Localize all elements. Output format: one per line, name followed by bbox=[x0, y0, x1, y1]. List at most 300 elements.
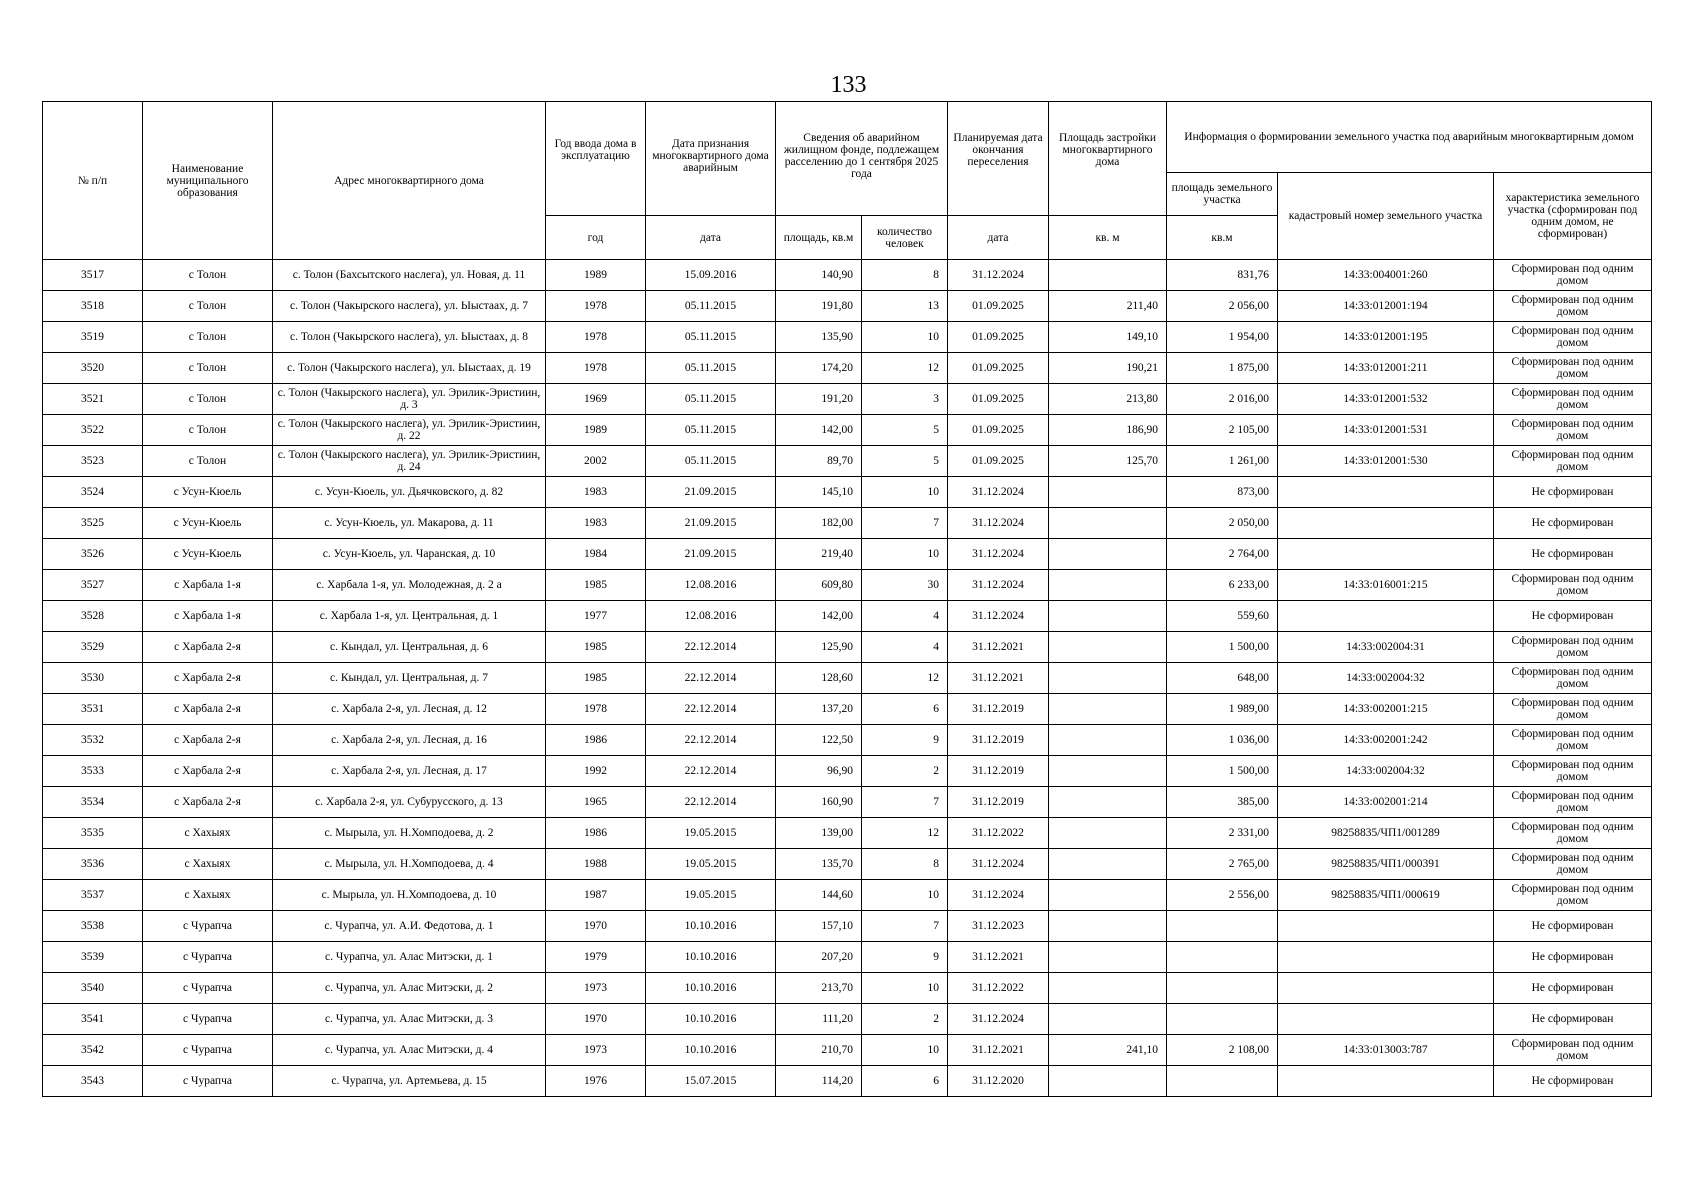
cell-land-char: Сформирован под одним домом bbox=[1494, 415, 1652, 446]
cell-land-area: 1 500,00 bbox=[1167, 756, 1278, 787]
unit-area: площадь, кв.м bbox=[776, 216, 862, 260]
cell-planned-date: 31.12.2023 bbox=[948, 911, 1049, 942]
cell-area: 89,70 bbox=[776, 446, 862, 477]
cell-cadastral bbox=[1278, 1004, 1494, 1035]
header-address: Адрес многоквартирного дома bbox=[273, 102, 546, 260]
emergency-housing-table bbox=[42, 101, 1652, 1097]
cell-land-char: Не сформирован bbox=[1494, 942, 1652, 973]
cell-num: 3543 bbox=[43, 1066, 143, 1097]
cell-planned-date: 01.09.2025 bbox=[948, 384, 1049, 415]
cell-num: 3537 bbox=[43, 880, 143, 911]
cell-people: 9 bbox=[862, 725, 948, 756]
cell-planned-date: 01.09.2025 bbox=[948, 291, 1049, 322]
cell-cadastral: 14:33:002004:31 bbox=[1278, 632, 1494, 663]
cell-building-area: 125,70 bbox=[1049, 446, 1167, 477]
table-row bbox=[43, 942, 1652, 973]
cell-land-char: Сформирован под одним домом bbox=[1494, 663, 1652, 694]
cell-building-area: 186,90 bbox=[1049, 415, 1167, 446]
table-row bbox=[43, 725, 1652, 756]
header-num: № п/п bbox=[43, 102, 143, 260]
cell-cadastral bbox=[1278, 539, 1494, 570]
cell-date-recognized: 21.09.2015 bbox=[646, 508, 776, 539]
cell-building-area bbox=[1049, 508, 1167, 539]
unit-planned-date: дата bbox=[948, 216, 1049, 260]
cell-date-recognized: 10.10.2016 bbox=[646, 973, 776, 1004]
cell-address: с. Усун-Кюель, ул. Макарова, д. 11 bbox=[273, 508, 546, 539]
table-row bbox=[43, 973, 1652, 1004]
cell-num: 3523 bbox=[43, 446, 143, 477]
cell-year-built: 1978 bbox=[546, 322, 646, 353]
table-row bbox=[43, 880, 1652, 911]
cell-date-recognized: 15.09.2016 bbox=[646, 260, 776, 291]
cell-land-area bbox=[1167, 1004, 1278, 1035]
cell-area: 139,00 bbox=[776, 818, 862, 849]
cell-year-built: 1976 bbox=[546, 1066, 646, 1097]
cell-area: 96,90 bbox=[776, 756, 862, 787]
cell-area: 125,90 bbox=[776, 632, 862, 663]
cell-municipality: с Чурапча bbox=[143, 1004, 273, 1035]
table-row bbox=[43, 632, 1652, 663]
cell-year-built: 2002 bbox=[546, 446, 646, 477]
cell-planned-date: 31.12.2024 bbox=[948, 601, 1049, 632]
cell-address: с. Толон (Чакырского наслега), ул. Эрилик-Эристиин, д. 3 bbox=[273, 384, 546, 415]
page-number: 133 bbox=[830, 72, 867, 98]
cell-year-built: 1979 bbox=[546, 942, 646, 973]
table-row bbox=[43, 601, 1652, 632]
cell-people: 5 bbox=[862, 415, 948, 446]
table-row bbox=[43, 787, 1652, 818]
cell-land-char: Сформирован под одним домом bbox=[1494, 322, 1652, 353]
cell-num: 3541 bbox=[43, 1004, 143, 1035]
cell-year-built: 1986 bbox=[546, 818, 646, 849]
cell-building-area: 241,10 bbox=[1049, 1035, 1167, 1066]
cell-people: 2 bbox=[862, 756, 948, 787]
cell-building-area bbox=[1049, 663, 1167, 694]
cell-municipality: с Чурапча bbox=[143, 1066, 273, 1097]
cell-cadastral: 14:33:012001:532 bbox=[1278, 384, 1494, 415]
cell-year-built: 1973 bbox=[546, 973, 646, 1004]
table-row bbox=[43, 849, 1652, 880]
cell-num: 3526 bbox=[43, 539, 143, 570]
cell-address: с. Мырыла, ул. Н.Хомподоева, д. 4 bbox=[273, 849, 546, 880]
cell-land-char: Не сформирован bbox=[1494, 477, 1652, 508]
cell-municipality: с Толон bbox=[143, 353, 273, 384]
cell-land-char: Сформирован под одним домом bbox=[1494, 818, 1652, 849]
cell-num: 3528 bbox=[43, 601, 143, 632]
cell-num: 3524 bbox=[43, 477, 143, 508]
cell-area: 137,20 bbox=[776, 694, 862, 725]
cell-address: с. Кындал, ул. Центральная, д. 7 bbox=[273, 663, 546, 694]
cell-area: 207,20 bbox=[776, 942, 862, 973]
cell-date-recognized: 12.08.2016 bbox=[646, 570, 776, 601]
cell-date-recognized: 10.10.2016 bbox=[646, 1035, 776, 1066]
header-land-char: характеристика земельного участка (сформирован под одним домом, не сформирован) bbox=[1494, 173, 1652, 260]
cell-land-char: Сформирован под одним домом bbox=[1494, 570, 1652, 601]
cell-land-char: Сформирован под одним домом bbox=[1494, 787, 1652, 818]
cell-address: с. Чурапча, ул. Алас Митэски, д. 3 bbox=[273, 1004, 546, 1035]
cell-land-area: 2 556,00 bbox=[1167, 880, 1278, 911]
cell-cadastral: 14:33:016001:215 bbox=[1278, 570, 1494, 601]
cell-municipality: с Харбала 2-я bbox=[143, 756, 273, 787]
cell-num: 3539 bbox=[43, 942, 143, 973]
header-municipality: Наименование муниципального образования bbox=[143, 102, 273, 260]
cell-municipality: с Толон bbox=[143, 384, 273, 415]
cell-year-built: 1978 bbox=[546, 694, 646, 725]
cell-cadastral bbox=[1278, 508, 1494, 539]
cell-year-built: 1989 bbox=[546, 260, 646, 291]
cell-cadastral: 14:33:012001:530 bbox=[1278, 446, 1494, 477]
cell-cadastral: 14:33:012001:194 bbox=[1278, 291, 1494, 322]
cell-land-char: Не сформирован bbox=[1494, 508, 1652, 539]
cell-address: с. Усун-Кюель, ул. Чаранская, д. 10 bbox=[273, 539, 546, 570]
cell-date-recognized: 05.11.2015 bbox=[646, 384, 776, 415]
cell-municipality: с Усун-Кюель bbox=[143, 508, 273, 539]
cell-num: 3538 bbox=[43, 911, 143, 942]
cell-area: 128,60 bbox=[776, 663, 862, 694]
cell-cadastral bbox=[1278, 911, 1494, 942]
cell-planned-date: 31.12.2024 bbox=[948, 849, 1049, 880]
cell-land-char: Сформирован под одним домом bbox=[1494, 353, 1652, 384]
cell-address: с. Харбала 2-я, ул. Субурусского, д. 13 bbox=[273, 787, 546, 818]
cell-area: 135,90 bbox=[776, 322, 862, 353]
cell-people: 4 bbox=[862, 601, 948, 632]
cell-year-built: 1988 bbox=[546, 849, 646, 880]
cell-land-area bbox=[1167, 911, 1278, 942]
table-row bbox=[43, 756, 1652, 787]
cell-num: 3532 bbox=[43, 725, 143, 756]
cell-year-built: 1965 bbox=[546, 787, 646, 818]
cell-year-built: 1983 bbox=[546, 508, 646, 539]
table-row bbox=[43, 663, 1652, 694]
cell-land-char: Сформирован под одним домом bbox=[1494, 632, 1652, 663]
cell-land-area: 1 954,00 bbox=[1167, 322, 1278, 353]
cell-address: с. Чурапча, ул. Алас Митэски, д. 2 bbox=[273, 973, 546, 1004]
cell-date-recognized: 22.12.2014 bbox=[646, 632, 776, 663]
cell-municipality: с Чурапча bbox=[143, 942, 273, 973]
cell-area: 210,70 bbox=[776, 1035, 862, 1066]
cell-land-char: Сформирован под одним домом bbox=[1494, 291, 1652, 322]
cell-cadastral: 14:33:002001:215 bbox=[1278, 694, 1494, 725]
cell-land-area: 2 050,00 bbox=[1167, 508, 1278, 539]
cell-planned-date: 31.12.2019 bbox=[948, 694, 1049, 725]
cell-address: с. Чурапча, ул. Артемьева, д. 15 bbox=[273, 1066, 546, 1097]
cell-municipality: с Хахыях bbox=[143, 818, 273, 849]
cell-address: с. Чурапча, ул. Алас Митэски, д. 4 bbox=[273, 1035, 546, 1066]
cell-people: 8 bbox=[862, 849, 948, 880]
unit-building-area: кв. м bbox=[1049, 216, 1167, 260]
table-row bbox=[43, 1035, 1652, 1066]
cell-area: 145,10 bbox=[776, 477, 862, 508]
cell-year-built: 1989 bbox=[546, 415, 646, 446]
cell-building-area bbox=[1049, 570, 1167, 601]
cell-address: с. Чурапча, ул. А.И. Федотова, д. 1 bbox=[273, 911, 546, 942]
cell-people: 10 bbox=[862, 880, 948, 911]
cell-land-area: 2 765,00 bbox=[1167, 849, 1278, 880]
cell-address: с. Усун-Кюель, ул. Дьячковского, д. 82 bbox=[273, 477, 546, 508]
cell-land-area: 1 261,00 bbox=[1167, 446, 1278, 477]
cell-municipality: с Харбала 2-я bbox=[143, 663, 273, 694]
cell-municipality: с Хахыях bbox=[143, 849, 273, 880]
table-row bbox=[43, 1066, 1652, 1097]
cell-area: 144,60 bbox=[776, 880, 862, 911]
cell-people: 7 bbox=[862, 787, 948, 818]
cell-address: с. Толон (Чакырского наслега), ул. Эрилик-Эристиин, д. 22 bbox=[273, 415, 546, 446]
cell-address: с. Харбала 1-я, ул. Центральная, д. 1 bbox=[273, 601, 546, 632]
cell-land-area: 2 331,00 bbox=[1167, 818, 1278, 849]
cell-cadastral: 98258835/ЧП1/001289 bbox=[1278, 818, 1494, 849]
cell-planned-date: 31.12.2022 bbox=[948, 818, 1049, 849]
cell-address: с. Харбала 2-я, ул. Лесная, д. 16 bbox=[273, 725, 546, 756]
cell-date-recognized: 15.07.2015 bbox=[646, 1066, 776, 1097]
cell-land-char: Сформирован под одним домом bbox=[1494, 849, 1652, 880]
cell-municipality: с Харбала 1-я bbox=[143, 570, 273, 601]
cell-num: 3542 bbox=[43, 1035, 143, 1066]
cell-municipality: с Хахыях bbox=[143, 880, 273, 911]
table-row bbox=[43, 322, 1652, 353]
cell-land-area: 1 500,00 bbox=[1167, 632, 1278, 663]
header-land-info: Информация о формировании земельного участка под аварийным многоквартирным домом bbox=[1167, 102, 1652, 173]
table-row bbox=[43, 477, 1652, 508]
cell-area: 182,00 bbox=[776, 508, 862, 539]
cell-cadastral: 14:33:012001:531 bbox=[1278, 415, 1494, 446]
cell-municipality: с Харбала 2-я bbox=[143, 632, 273, 663]
cell-planned-date: 31.12.2021 bbox=[948, 663, 1049, 694]
cell-building-area bbox=[1049, 694, 1167, 725]
cell-num: 3521 bbox=[43, 384, 143, 415]
cell-year-built: 1970 bbox=[546, 911, 646, 942]
cell-cadastral bbox=[1278, 1066, 1494, 1097]
cell-year-built: 1983 bbox=[546, 477, 646, 508]
cell-address: с. Толон (Чакырского наслега), ул. Эрилик-Эристиин, д. 24 bbox=[273, 446, 546, 477]
header-emergency-info: Сведения об аварийном жилищном фонде, подлежащем расселению до 1 сентября 2025 года bbox=[776, 102, 948, 216]
cell-planned-date: 31.12.2024 bbox=[948, 570, 1049, 601]
cell-land-char: Сформирован под одним домом bbox=[1494, 725, 1652, 756]
cell-date-recognized: 19.05.2015 bbox=[646, 818, 776, 849]
table-row bbox=[43, 291, 1652, 322]
cell-date-recognized: 10.10.2016 bbox=[646, 942, 776, 973]
cell-land-area: 2 016,00 bbox=[1167, 384, 1278, 415]
cell-planned-date: 31.12.2019 bbox=[948, 725, 1049, 756]
cell-num: 3531 bbox=[43, 694, 143, 725]
header-cadastral: кадастровый номер земельного участка bbox=[1278, 173, 1494, 260]
cell-people: 30 bbox=[862, 570, 948, 601]
cell-cadastral bbox=[1278, 477, 1494, 508]
cell-people: 6 bbox=[862, 694, 948, 725]
cell-area: 219,40 bbox=[776, 539, 862, 570]
cell-year-built: 1969 bbox=[546, 384, 646, 415]
cell-cadastral: 14:33:002001:242 bbox=[1278, 725, 1494, 756]
cell-area: 140,90 bbox=[776, 260, 862, 291]
cell-planned-date: 01.09.2025 bbox=[948, 322, 1049, 353]
cell-num: 3535 bbox=[43, 818, 143, 849]
cell-year-built: 1984 bbox=[546, 539, 646, 570]
cell-land-char: Сформирован под одним домом bbox=[1494, 1035, 1652, 1066]
cell-address: с. Толон (Бахсытского наслега), ул. Новая, д. 11 bbox=[273, 260, 546, 291]
cell-people: 13 bbox=[862, 291, 948, 322]
cell-municipality: с Толон bbox=[143, 291, 273, 322]
header-land-area: площадь земельного участка bbox=[1167, 173, 1278, 216]
cell-land-char: Сформирован под одним домом bbox=[1494, 880, 1652, 911]
cell-land-area: 1 875,00 bbox=[1167, 353, 1278, 384]
cell-planned-date: 31.12.2021 bbox=[948, 632, 1049, 663]
cell-cadastral: 14:33:002001:214 bbox=[1278, 787, 1494, 818]
cell-cadastral bbox=[1278, 601, 1494, 632]
cell-planned-date: 31.12.2024 bbox=[948, 508, 1049, 539]
cell-building-area bbox=[1049, 539, 1167, 570]
cell-land-area: 385,00 bbox=[1167, 787, 1278, 818]
table-row bbox=[43, 260, 1652, 291]
cell-date-recognized: 05.11.2015 bbox=[646, 415, 776, 446]
cell-address: с. Толон (Чакырского наслега), ул. Ыыстаах, д. 7 bbox=[273, 291, 546, 322]
cell-building-area bbox=[1049, 942, 1167, 973]
cell-land-area: 6 233,00 bbox=[1167, 570, 1278, 601]
table-row bbox=[43, 694, 1652, 725]
table-row bbox=[43, 384, 1652, 415]
cell-municipality: с Толон bbox=[143, 260, 273, 291]
cell-building-area: 190,21 bbox=[1049, 353, 1167, 384]
cell-cadastral: 14:33:004001:260 bbox=[1278, 260, 1494, 291]
cell-year-built: 1985 bbox=[546, 663, 646, 694]
cell-people: 7 bbox=[862, 911, 948, 942]
table-row bbox=[43, 508, 1652, 539]
cell-land-char: Не сформирован bbox=[1494, 601, 1652, 632]
cell-people: 5 bbox=[862, 446, 948, 477]
cell-people: 12 bbox=[862, 818, 948, 849]
table-row bbox=[43, 353, 1652, 384]
cell-building-area bbox=[1049, 849, 1167, 880]
cell-cadastral: 98258835/ЧП1/000391 bbox=[1278, 849, 1494, 880]
cell-planned-date: 31.12.2022 bbox=[948, 973, 1049, 1004]
cell-building-area bbox=[1049, 787, 1167, 818]
cell-land-area bbox=[1167, 942, 1278, 973]
cell-date-recognized: 10.10.2016 bbox=[646, 911, 776, 942]
cell-num: 3530 bbox=[43, 663, 143, 694]
cell-year-built: 1978 bbox=[546, 353, 646, 384]
cell-year-built: 1973 bbox=[546, 1035, 646, 1066]
cell-building-area bbox=[1049, 1004, 1167, 1035]
cell-municipality: с Харбала 1-я bbox=[143, 601, 273, 632]
table-row bbox=[43, 539, 1652, 570]
cell-area: 160,90 bbox=[776, 787, 862, 818]
cell-area: 157,10 bbox=[776, 911, 862, 942]
cell-municipality: с Харбала 2-я bbox=[143, 694, 273, 725]
cell-building-area bbox=[1049, 260, 1167, 291]
cell-land-char: Не сформирован bbox=[1494, 1004, 1652, 1035]
cell-area: 114,20 bbox=[776, 1066, 862, 1097]
cell-building-area bbox=[1049, 1066, 1167, 1097]
cell-address: с. Толон (Чакырского наслега), ул. Ыыстаах, д. 19 bbox=[273, 353, 546, 384]
cell-municipality: с Чурапча bbox=[143, 973, 273, 1004]
cell-num: 3540 bbox=[43, 973, 143, 1004]
cell-land-area bbox=[1167, 973, 1278, 1004]
cell-cadastral: 14:33:012001:211 bbox=[1278, 353, 1494, 384]
cell-people: 10 bbox=[862, 973, 948, 1004]
cell-area: 111,20 bbox=[776, 1004, 862, 1035]
cell-date-recognized: 19.05.2015 bbox=[646, 849, 776, 880]
cell-year-built: 1986 bbox=[546, 725, 646, 756]
cell-municipality: с Харбала 2-я bbox=[143, 787, 273, 818]
header-date-recognized: Дата признания многоквартирного дома аварийным bbox=[646, 102, 776, 216]
cell-date-recognized: 21.09.2015 bbox=[646, 477, 776, 508]
cell-area: 122,50 bbox=[776, 725, 862, 756]
cell-land-char: Сформирован под одним домом bbox=[1494, 446, 1652, 477]
cell-people: 6 bbox=[862, 1066, 948, 1097]
cell-building-area bbox=[1049, 911, 1167, 942]
cell-municipality: с Толон bbox=[143, 446, 273, 477]
cell-people: 9 bbox=[862, 942, 948, 973]
cell-address: с. Толон (Чакырского наслега), ул. Ыыстаах, д. 8 bbox=[273, 322, 546, 353]
cell-date-recognized: 22.12.2014 bbox=[646, 756, 776, 787]
cell-area: 174,20 bbox=[776, 353, 862, 384]
cell-planned-date: 31.12.2021 bbox=[948, 1035, 1049, 1066]
unit-year: год bbox=[546, 216, 646, 260]
cell-area: 142,00 bbox=[776, 415, 862, 446]
cell-municipality: с Усун-Кюель bbox=[143, 477, 273, 508]
cell-building-area bbox=[1049, 880, 1167, 911]
cell-date-recognized: 22.12.2014 bbox=[646, 725, 776, 756]
table-row bbox=[43, 446, 1652, 477]
cell-land-area: 2 764,00 bbox=[1167, 539, 1278, 570]
cell-address: с. Мырыла, ул. Н.Хомподоева, д. 10 bbox=[273, 880, 546, 911]
cell-cadastral: 14:33:002004:32 bbox=[1278, 756, 1494, 787]
cell-address: с. Харбала 1-я, ул. Молодежная, д. 2 а bbox=[273, 570, 546, 601]
cell-people: 7 bbox=[862, 508, 948, 539]
cell-land-char: Сформирован под одним домом bbox=[1494, 384, 1652, 415]
cell-people: 10 bbox=[862, 1035, 948, 1066]
cell-area: 135,70 bbox=[776, 849, 862, 880]
cell-date-recognized: 05.11.2015 bbox=[646, 322, 776, 353]
unit-date: дата bbox=[646, 216, 776, 260]
cell-building-area bbox=[1049, 601, 1167, 632]
table-row bbox=[43, 818, 1652, 849]
cell-municipality: с Чурапча bbox=[143, 911, 273, 942]
cell-people: 8 bbox=[862, 260, 948, 291]
cell-land-char: Сформирован под одним домом bbox=[1494, 756, 1652, 787]
cell-building-area: 213,80 bbox=[1049, 384, 1167, 415]
cell-cadastral bbox=[1278, 942, 1494, 973]
cell-area: 142,00 bbox=[776, 601, 862, 632]
cell-num: 3525 bbox=[43, 508, 143, 539]
cell-date-recognized: 19.05.2015 bbox=[646, 880, 776, 911]
cell-building-area bbox=[1049, 973, 1167, 1004]
cell-planned-date: 01.09.2025 bbox=[948, 415, 1049, 446]
cell-num: 3518 bbox=[43, 291, 143, 322]
cell-land-char: Не сформирован bbox=[1494, 973, 1652, 1004]
cell-planned-date: 31.12.2024 bbox=[948, 539, 1049, 570]
cell-date-recognized: 21.09.2015 bbox=[646, 539, 776, 570]
cell-num: 3536 bbox=[43, 849, 143, 880]
cell-land-char: Сформирован под одним домом bbox=[1494, 694, 1652, 725]
cell-date-recognized: 22.12.2014 bbox=[646, 663, 776, 694]
cell-land-char: Не сформирован bbox=[1494, 539, 1652, 570]
cell-people: 12 bbox=[862, 353, 948, 384]
cell-year-built: 1970 bbox=[546, 1004, 646, 1035]
cell-year-built: 1992 bbox=[546, 756, 646, 787]
cell-num: 3529 bbox=[43, 632, 143, 663]
cell-land-area: 2 056,00 bbox=[1167, 291, 1278, 322]
cell-num: 3534 bbox=[43, 787, 143, 818]
unit-people: количество человек bbox=[862, 216, 948, 260]
cell-address: с. Харбала 2-я, ул. Лесная, д. 17 bbox=[273, 756, 546, 787]
cell-people: 12 bbox=[862, 663, 948, 694]
cell-cadastral bbox=[1278, 973, 1494, 1004]
cell-cadastral: 14:33:012001:195 bbox=[1278, 322, 1494, 353]
cell-land-area bbox=[1167, 1066, 1278, 1097]
cell-land-char: Не сформирован bbox=[1494, 911, 1652, 942]
cell-date-recognized: 05.11.2015 bbox=[646, 353, 776, 384]
cell-land-area: 2 105,00 bbox=[1167, 415, 1278, 446]
cell-year-built: 1985 bbox=[546, 570, 646, 601]
